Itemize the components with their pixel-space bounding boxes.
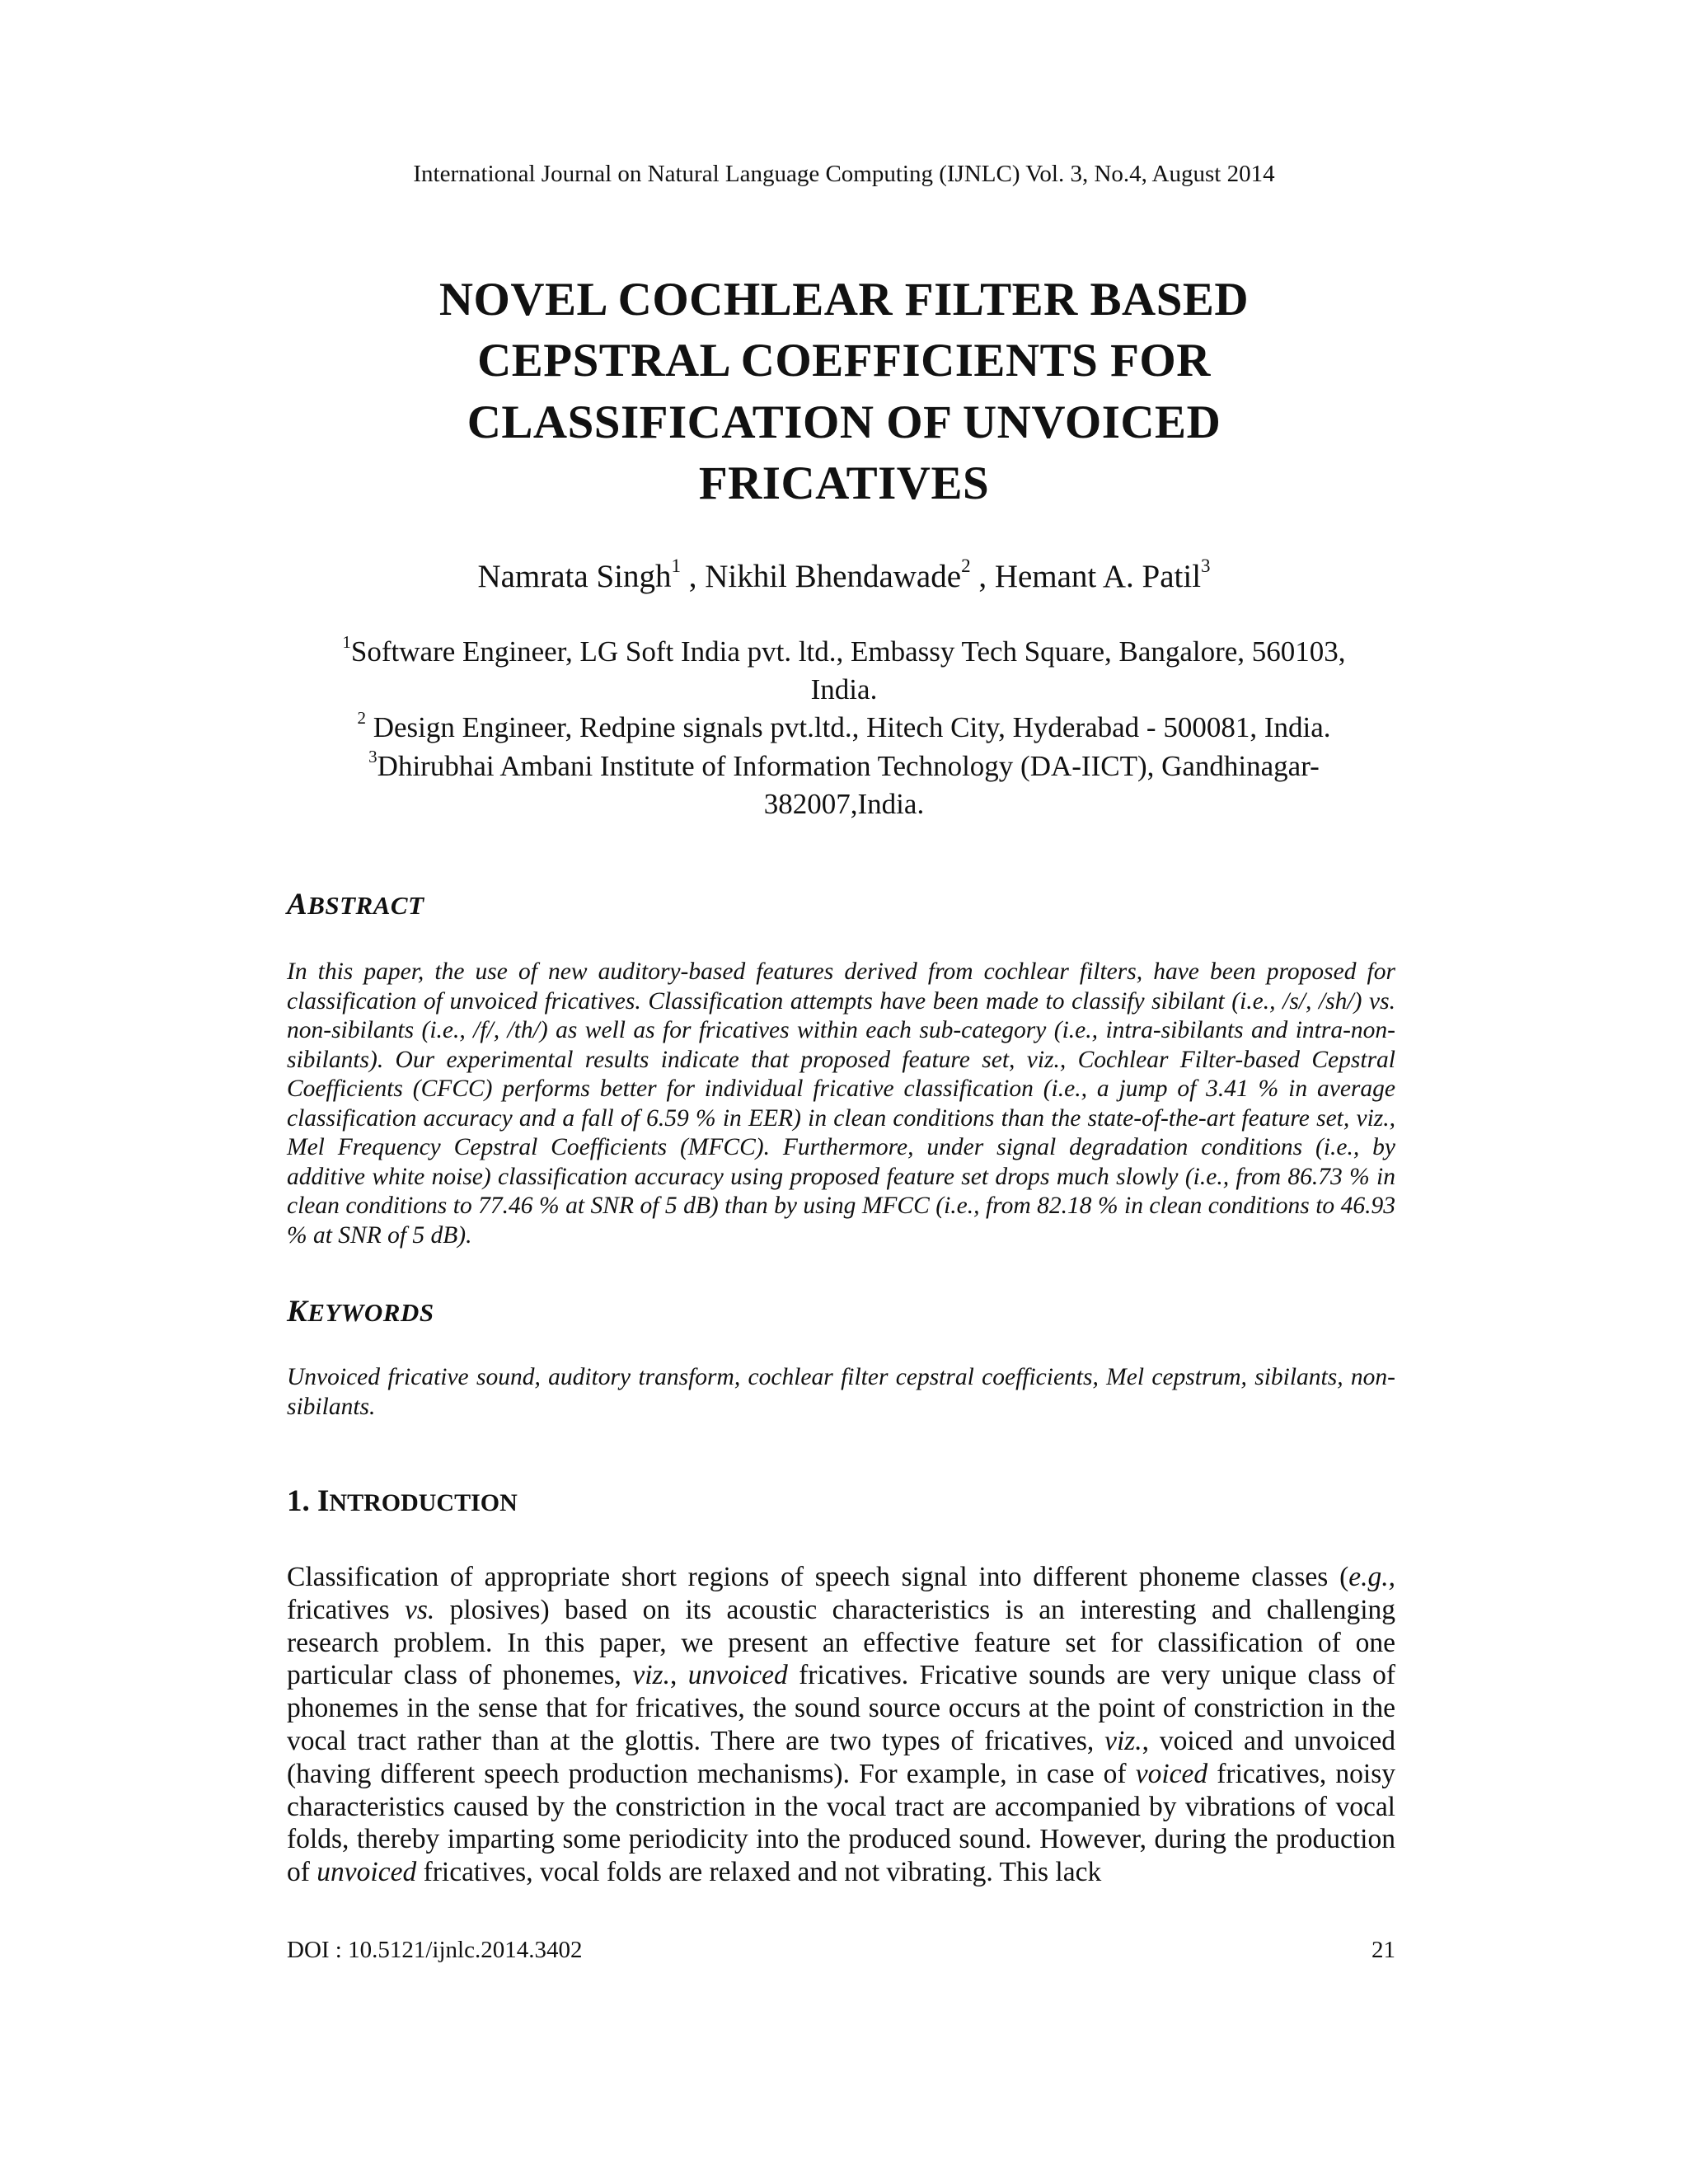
text-run: Classification of appropriate short regions of speech signal into different phoneme classes ( bbox=[287, 1562, 1349, 1592]
text-run-italic: e.g., bbox=[1348, 1562, 1395, 1592]
page-number: 21 bbox=[1372, 1937, 1395, 1963]
text-run: , voiced and unvoiced (having different speech production mechanisms). For example, in case of bbox=[287, 1725, 1395, 1789]
text-run-italic: viz. bbox=[632, 1660, 670, 1691]
text-run-italic: vs. bbox=[405, 1594, 435, 1625]
author-name: Namrata Singh bbox=[477, 559, 672, 594]
text-run-italic: voiced bbox=[1135, 1758, 1208, 1789]
abstract-text: In this paper, the use of new auditory-based features derived from cochlear filters, have been proposed for classification of unvoiced fricatives. Classification attempts have been made to classify sibilant (i.e., /s/, /sh/) vs. non-sibilants (i.e., /f/, /th/) as well as for fricatives within each sub-category (i.e., intra-sibilants and intra-non-sibilants). Our experimental results indicate that proposed feature set, viz., Cochlear Filter-based Cepstral Coefficients (CFCC) performs better for individual fricative classification (i.e., a jump of 3.41 % in average classification accuracy and a fall of 6.59 % in EER) in clean conditions than the state-of-the-art feature set, viz., Mel Frequency Cepstral Coefficients (MFCC). Furthermore, under signal degradation conditions (i.e., by additive white noise) classification accuracy using proposed feature set drops much slowly (i.e., from 86.73 % in clean conditions to 77.46 % at SNR of 5 dB) than by using MFCC (i.e., from 82.18 % in clean conditions to 46.93 % at SNR of 5 dB). bbox=[287, 958, 1395, 1249]
affiliation-text: 382007,India. bbox=[763, 787, 925, 820]
footer-doi: DOI : 10.5121/ijnlc.2014.3402 bbox=[287, 1937, 583, 1963]
text-run: , bbox=[669, 1660, 688, 1691]
affiliation-text: Design Engineer, Redpine signals pvt.ltd., Hitech City, Hyderabad - 500081, India. bbox=[365, 711, 1331, 744]
affiliation-line bbox=[0, 748, 1688, 785]
text-run-italic: unvoiced bbox=[316, 1857, 417, 1888]
title-line: CEPSTRAL COEFFICIENTS FOR bbox=[477, 335, 1211, 387]
section-number: 1. bbox=[287, 1484, 317, 1518]
author-affiliation-marker: 3 bbox=[1201, 555, 1211, 576]
affiliation-line bbox=[0, 785, 1688, 823]
keywords-heading bbox=[287, 1294, 434, 1329]
heading-initial: A bbox=[287, 888, 308, 921]
author-separator: , bbox=[970, 559, 995, 594]
text-run: fricatives. Fricative sounds are very unique class of phonemes in the sense that for fricatives, the sound source occurs at the point of constriction in the vocal tract rather than at the glottis. There are two types of fricatives, bbox=[287, 1660, 1396, 1756]
text-run: plosives) based on its acoustic characteristics is an interesting and challenging research problem. In this paper, we present an effective feature set for classification of one particular class of phonemes, bbox=[287, 1594, 1395, 1691]
introduction-heading bbox=[287, 1483, 518, 1519]
title-line: NOVEL COCHLEAR FILTER BASED bbox=[438, 274, 1250, 326]
keywords-text: Unvoiced fricative sound, auditory transform, cochlear filter cepstral coefficients, Mel cepstrum, sibilants, non-sibilants. bbox=[287, 1364, 1395, 1420]
heading-rest: BSTRACT bbox=[307, 891, 424, 920]
affiliation-text: India. bbox=[810, 673, 878, 706]
affiliation-marker: 2 bbox=[357, 708, 366, 729]
paper-title bbox=[0, 272, 1688, 518]
author-affiliation-marker: 1 bbox=[671, 555, 681, 576]
heading-initial: K bbox=[287, 1295, 308, 1329]
affiliation-line bbox=[0, 671, 1688, 709]
heading-rest: NTRODUCTION bbox=[329, 1489, 518, 1516]
affiliation-text: Dhirubhai Ambani Institute of Information Technology (DA-IICT), Gandhinagar- bbox=[377, 749, 1320, 782]
heading-rest: EYWORDS bbox=[307, 1298, 434, 1327]
text-run-italic: viz. bbox=[1104, 1725, 1142, 1756]
affiliation-list bbox=[0, 633, 1688, 823]
title-line: CLASSIFICATION OF UNVOICED bbox=[467, 396, 1221, 448]
author-affiliation-marker: 2 bbox=[961, 555, 971, 576]
title-line: FRICATIVES bbox=[698, 457, 990, 510]
text-run: fricatives, vocal folds are relaxed and not vibrating. This lack bbox=[416, 1857, 1102, 1888]
author-list bbox=[0, 555, 1688, 595]
author-name: Hemant A. Patil bbox=[994, 559, 1202, 594]
affiliation-text: Software Engineer, LG Soft India pvt. ltd., Embassy Tech Square, Bangalore, 560103, bbox=[350, 635, 1346, 668]
text-run: fricatives, noisy characteristics caused by the constriction in the vocal tract are accompanied by vibrations of vocal folds, thereby imparting some periodicity into the produced sound. However, during the production of bbox=[287, 1758, 1395, 1888]
heading-initial: I bbox=[317, 1484, 330, 1518]
text-run-italic: unvoiced bbox=[687, 1660, 788, 1691]
abstract-heading bbox=[287, 887, 424, 922]
text-run: fricatives bbox=[287, 1594, 405, 1625]
affiliation-line bbox=[0, 709, 1688, 747]
affiliation-marker: 3 bbox=[368, 746, 377, 766]
affiliation-line bbox=[0, 633, 1688, 671]
affiliation-marker: 1 bbox=[342, 632, 351, 652]
running-header: International Journal on Natural Language Computing (IJNLC) Vol. 3, No.4, August 2014 bbox=[413, 161, 1275, 187]
author-name: Nikhil Bhendawade bbox=[705, 559, 962, 594]
author-separator: , bbox=[680, 559, 706, 594]
introduction-paragraph bbox=[287, 1561, 1395, 1889]
